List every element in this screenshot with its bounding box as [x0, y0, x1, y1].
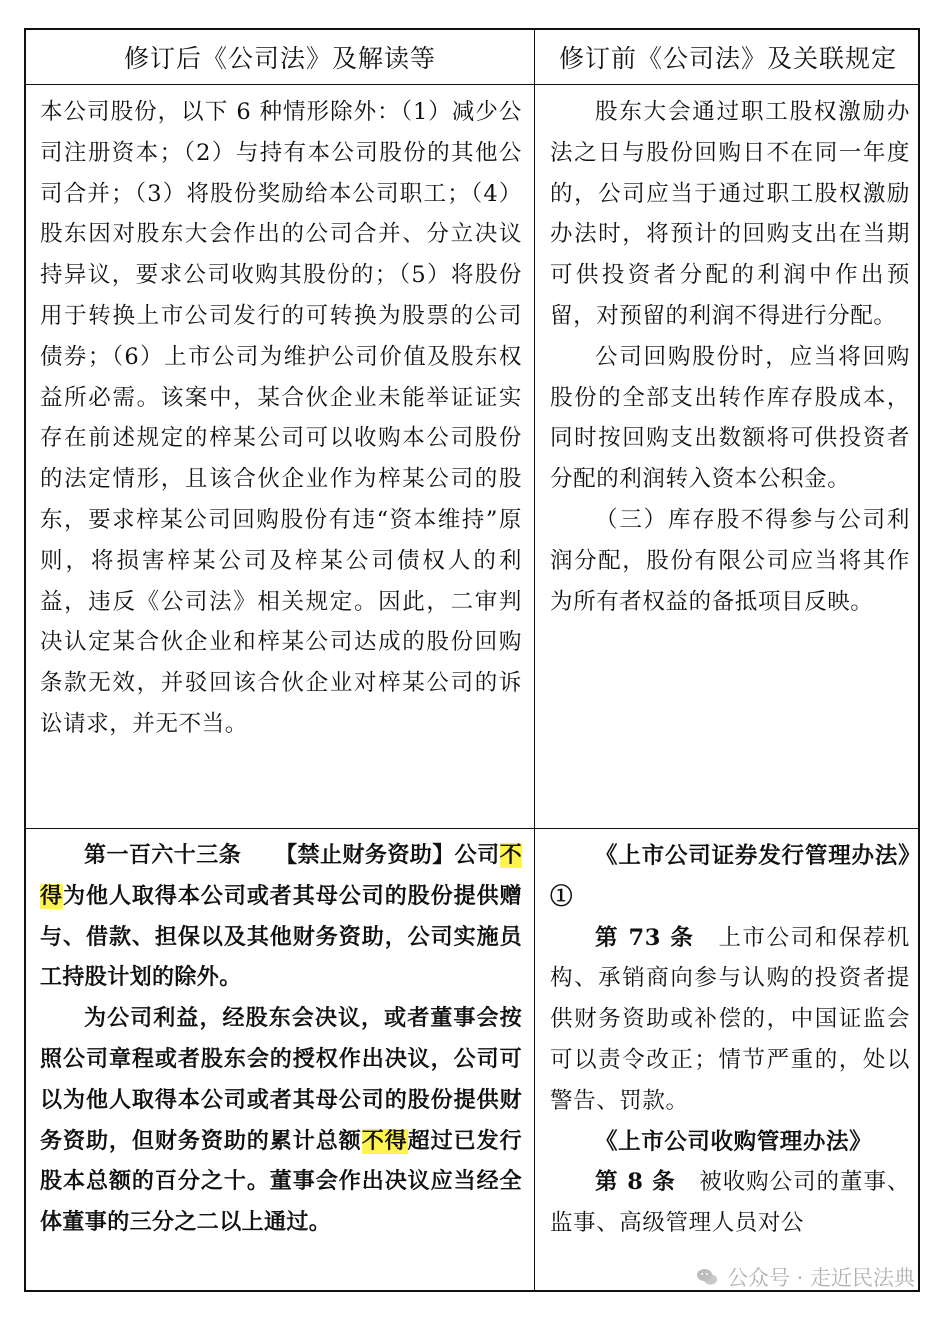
highlight-bude-2: 不得	[361, 1128, 408, 1154]
watermark	[695, 1262, 915, 1292]
column-divider	[534, 30, 535, 1290]
law1-paragraph	[550, 918, 910, 1122]
article-title: 【禁止财务资助】	[286, 843, 455, 868]
article-p1-b: 为他人取得本公司或者其母公司的股份提供赠与、借款、担保以及其他财务资助，公司实施员工持股计划的除外。	[40, 883, 522, 991]
law2-paragraph	[550, 1162, 910, 1244]
header-left: 修订后《公司法》及解读等	[123, 44, 436, 73]
row2-right-cell	[550, 836, 910, 1286]
law2-text: 被收购公司的董事、监事、高级管理人员对公	[550, 1169, 911, 1237]
law1-text: 上市公司和保荐机构、承销商向参与认购的投资者提供财务资助或补偿的，中国证监会可以责令改正；情节严重的，处以警告、罚款。	[550, 924, 910, 1114]
law1-article: 第 73 条	[595, 924, 695, 951]
row1-left-paragraph: 本公司股份，以下 6 种情形除外：（1）减少公司注册资本；（2）与持有本公司股份的其他公司合并；（3）将股份奖励给本公司职工；（4）股东因对股东大会作出的公司合并、分立决议持异议，要求公司收购其股份的；（5）将股份用于转换上市公司发行的可转换为股票的公司债券；（6）上市公司为维护公司价值及股东权益所必需。该案中，某合伙企业未能举证证实存在前述规定的梓某公司可以收购本公司股份的法定情形，且该合伙企业作为梓某公司的股东，要求梓某公司回购股份有违“资本维持”原则，将损害梓某公司及梓某公司债权人的利益，违反《公司法》相关规定。因此，二审判决认定某合伙企业和梓某公司达成的股份回购条款无效，并驳回该合伙企业对梓某公司的诉讼请求，并无不当。	[40, 99, 522, 737]
wechat-icon	[695, 1265, 719, 1289]
row1-left-cell	[40, 92, 522, 826]
row-divider	[26, 828, 918, 829]
law1-title: 《上市公司证券发行管理办法》①	[550, 843, 910, 910]
article-p2-b: 超过已发行股本总额的百分之十。董事会作出决议应当经全体董事的三分之二以上通过。	[40, 1128, 522, 1236]
article-heading	[40, 836, 522, 999]
watermark-text: 公众号 · 走近民法典	[726, 1266, 915, 1290]
row1-right-paragraph-3: （三）库存股不得参与公司利润分配，股份有限公司应当将其作为所有者权益的备抵项目反映。	[550, 506, 910, 615]
header-divider	[26, 84, 918, 85]
row1-right-paragraph-1: 股东大会通过职工股权激励办法之日与股份回购日不在同一年度的，公司应当于通过职工股权激励办法时，将预计的回购支出在当期可供投资者分配的利润中作出预留，对预留的利润不得进行分配。	[550, 99, 910, 329]
article-p1-a: 公司	[454, 843, 500, 868]
article-paragraph-2	[40, 999, 522, 1244]
header-right: 修订前《公司法》及关联规定	[558, 44, 897, 73]
row1-right-paragraph-2: 公司回购股份时，应当将回购股份的全部支出转作库存股成本，同时按回购支出数额将可供投资者分配的利润转入资本公积金。	[550, 343, 910, 493]
highlight-bude-1: 不得	[40, 843, 522, 909]
law2-title: 《上市公司收购管理办法》	[595, 1128, 873, 1155]
article-number: 第一百六十三条	[84, 843, 242, 868]
law2-article: 第 8 条	[595, 1169, 676, 1196]
comparison-table	[24, 28, 920, 1292]
article-p2-a: 为公司利益，经股东会决议，或者董事会按照公司章程或者股东会的授权作出决议，公司可以为他人取得本公司或者其母公司的股份提供财务资助，但财务资助的累计总额	[40, 1006, 522, 1154]
row2-left-cell	[40, 836, 522, 1286]
row1-right-cell	[550, 92, 910, 826]
